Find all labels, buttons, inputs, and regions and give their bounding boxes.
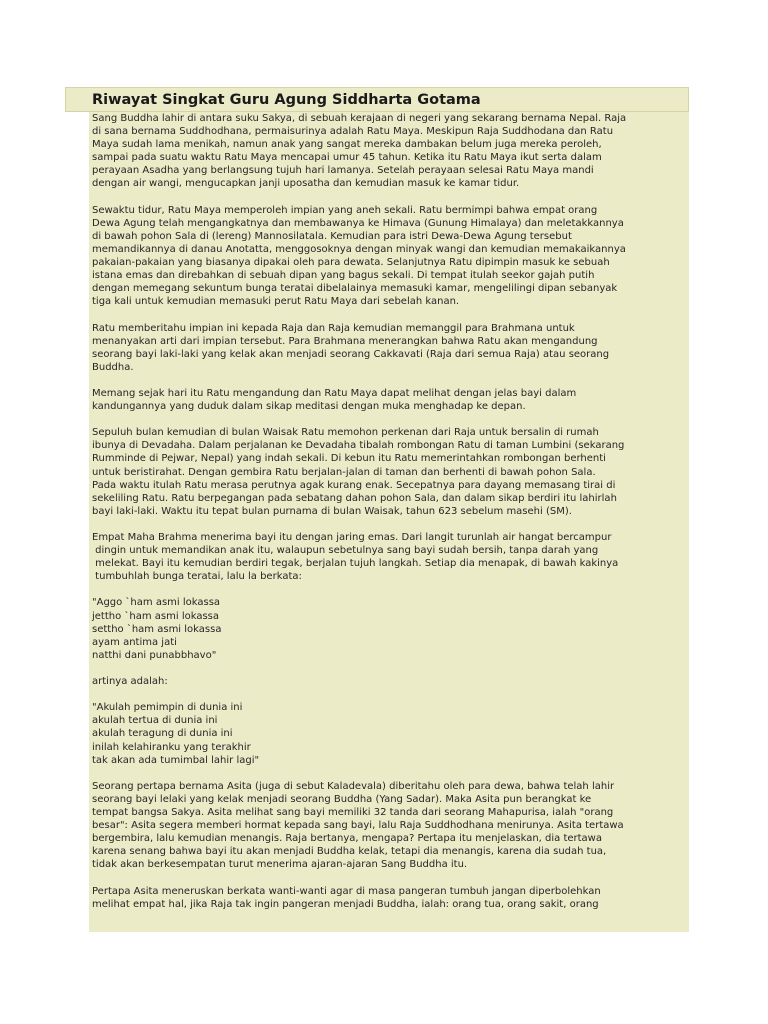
paragraph-dream: Sewaktu tidur, Ratu Maya memperoleh impian yang aneh sekali. Ratu bermimpi bahwa empat orang Dewa Agung telah mengangkatnya dan membawanya ke Himava (Gunung Himalaya) dan meletakkannya di bawah pohon Sala di (lereng) Mannosilatala. Kemudian para istri Dewa-Dewa Agung tersebut memandikannya di danau Anotatta, menggosoknya dengan minyak wangi dan kemudian memakaikannya pakaian-pakaian yang biasanya dipakai oleh para dewata. Selanjutnya Ratu dipimpin masuk ke sebuah istana emas dan direbahkan di sebuah dipan yang bagus sekali. Di tempat itulah seekor gajah putih dengan memegang sekuntum bunga teratai dibelalainya memasuki kamar, mengelilingi dipan sebanyak tiga kali untuk kemudian memasuki perut Ratu Maya dari sebelah kanan. bbox=[92, 204, 626, 308]
paragraph-birth-intro: Sang Buddha lahir di antara suku Sakya, di sebuah kerajaan di negeri yang sekarang bernama Nepal. Raja di sana bernama Suddhodhana, permaisurinya adalah Ratu Maya. Meskipun Raja Suddhodana dan Ratu Maya sudah lama menikah, namun anak yang sangat mereka dambakan belum juga mereka peroleh, sampai pada suatu waktu Ratu Maya mencapai umur 45 tahun. Ketika itu Ratu Maya ikut serta dalam perayaan Asadha yang berlangsung tujuh hari lamanya. Setelah perayaan selesai Ratu Maya mandi dengan air wangi, mengucapkan janji uposatha dan kemudian masuk ke kamar tidur. bbox=[92, 113, 627, 190]
paragraph-lumbini: Sepuluh bulan kemudian di bulan Waisak Ratu memohon perkenan dari Raja untuk bersalin di rumah ibunya di Devadaha. Dalam perjalanan ke Devadaha tibalah rombongan Ratu di taman Lumbini (sekarang Rummindе di Pejwar, Nepal) yang indah sekali. Di kebun itu Ratu memerintahkan rombongan berhenti untuk beristirahat. Dengan gembira Ratu berjalan-jalan di taman dan berhenti di bawah pohon Sala. Pada waktu itulah Ratu merasa perutnya agak kurang enak. Secepatnya para dayang memasang tirai di sekeliling Ratu. Ratu berpegangan pada sebatang dahan pohon Sala, dan dalam sikap berdiri itu lahirlah bayi laki-laki. Waktu itu tepat bulan purnama di bulan Waisak, tahun 623 sebelum masehi (SM). bbox=[92, 427, 625, 517]
paragraph-pregnancy: Memang sejak hari itu Ratu mengandung dan Ratu Maya dapat melihat dengan jelas bayi dalam kandungannya yang duduk dalam sikap meditasi dengan muka menghadap ke depan. bbox=[92, 387, 577, 413]
document-body bbox=[89, 112, 689, 932]
page-title: Riwayat Singkat Guru Agung Siddharta Gotama bbox=[92, 92, 481, 108]
verse-translation: "Akulah pemimpin di dunia ini akulah tertua di dunia ini akulah teragung di dunia ini inilah kelahiranku yang terakhir tak akan ada tumimbal lahir lagi" bbox=[92, 702, 260, 766]
paragraph-meaning-label: artinya adalah: bbox=[92, 676, 168, 688]
paragraph-brahmins: Ratu memberitahu impian ini kepada Raja dan Raja kemudian memanggil para Brahmana untuk menanyakan arti dari impian tersebut. Para Brahmana menerangkan bahwa Ratu akan mengandung seorang bayi laki-laki yang kelak akan menjadi seorang Cakkavati (Raja dari semua Raja) atau seorang Buddha. bbox=[92, 322, 610, 373]
paragraph-maha-brahma: Empat Maha Brahma menerima bayi itu dengan jaring emas. Dari langit turunlah air hangat bercampur dingin untuk memandikan anak itu, walaupun sebetulnya sang bayi sudah bersih, tanpa darah yang melekat. Bayi itu kemudian berdiri tegak, berjalan tujuh langkah. Setiap dia menapak, di bawah kakinya tumbuhlah bunga teratai, lalu la berkata: bbox=[92, 532, 619, 583]
paragraph-asita-warning: Pertapa Asita meneruskan berkata wanti-wanti agar di masa pangeran tumbuh jangan diperbolehkan melihat empat hal, jika Raja tak ingin pangeran menjadi Buddha, ialah: orang tua, orang sakit, orang bbox=[92, 885, 601, 910]
verse-pali: "Aggo `ham asmi lokassa jettho `ham asmi lokassa settho `ham asmi lokassa ayam antima jati natthi dani punabbhavo" bbox=[92, 597, 222, 661]
paragraph-asita: Seorang pertapa bernama Asita (juga di sebut Kaladevala) diberitahu oleh para dewa, bahwa telah lahir seorang bayi lelaki yang kelak menjadi seorang Buddha (Yang Sadar). Maka Asita pun berangkat ke tempat bangsa Sakya. Asita melihat sang bayi memiliki 32 tanda dari seorang Mahapurisa, ialah "orang besar": Asita segera memberi hormat kepada sang bayi, lalu Raja Suddhodhana menirunya. Asita tertawa bergembira, lalu kemudian menangis. Raja bertanya, mengapa? Pertapa itu menjelaskan, dia tertawa karena senang bahwa bayi itu akan menjadi Buddha kelak, tetapi dia menangis, karena dia sudah tua, tidak akan berkesempatan turut menerima ajaran-ajaran Sang Buddha itu. bbox=[92, 780, 624, 871]
